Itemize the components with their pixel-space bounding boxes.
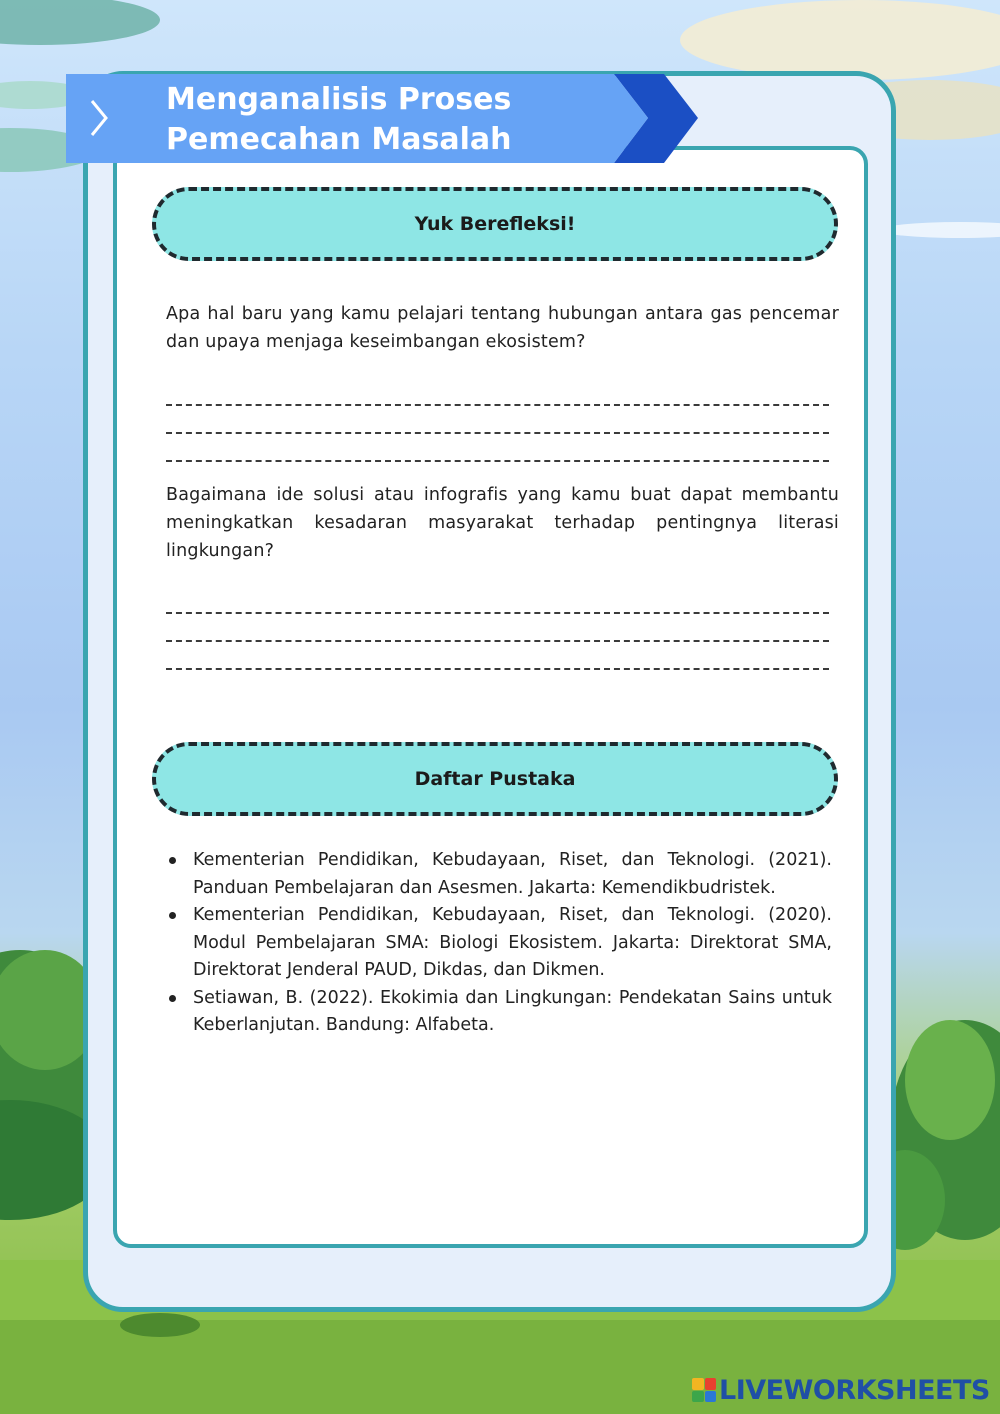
references-heading: Daftar Pustaka	[152, 742, 838, 816]
page-title	[166, 80, 606, 160]
liveworksheets-watermark	[692, 1373, 990, 1407]
page-title-line-1: Menganalisis Proses	[166, 82, 512, 117]
bullet-icon	[169, 857, 176, 864]
liveworksheets-logo-icon	[692, 1378, 716, 1402]
chevron-right-icon	[84, 95, 114, 141]
answer-line-2-3[interactable]	[166, 668, 829, 670]
reference-text: Kementerian Pendidikan, Kebudayaan, Riset, dan Teknologi. (2021). Panduan Pembelajaran dan Asesmen. Jakarta: Kemendikbudristek.	[193, 850, 832, 898]
page-title-line-2: Pemecahan Masalah	[166, 122, 512, 157]
reference-text: Setiawan, B. (2022). Ekokimia dan Lingkungan: Pendekatan Sains untuk Keberlanjutan. Bandung: Alfabeta.	[193, 987, 832, 1035]
reference-text: Kementerian Pendidikan, Kebudayaan, Riset, dan Teknologi. (2020). Modul Pembelajaran SMA: Biologi Ekosistem. Jakarta: Direktorat SMA, Direktorat Jenderal PAUD, Dikdas, dan Dikmen.	[193, 905, 832, 980]
reflection-question-2: Bagaimana ide solusi atau infografis yang kamu buat dapat membantu meningkatkan kesadaran masyarakat terhadap pentingnya literasi lingkungan?	[166, 485, 839, 561]
reflection-question-1: Apa hal baru yang kamu pelajari tentang hubungan antara gas pencemar dan upaya menjaga keseimbangan ekosistem?	[166, 304, 839, 352]
answer-line-1-2[interactable]	[166, 432, 829, 434]
liveworksheets-text: LIVEWORKSHEETS	[719, 1374, 990, 1406]
reflection-heading: Yuk Berefleksi!	[152, 187, 838, 261]
bullet-icon	[169, 912, 176, 919]
reference-item	[166, 985, 832, 1040]
answer-line-2-1[interactable]	[166, 612, 829, 614]
answer-line-1-3[interactable]	[166, 460, 829, 462]
reference-item	[166, 847, 832, 902]
reference-item	[166, 902, 832, 985]
answer-line-2-2[interactable]	[166, 640, 829, 642]
reference-list	[166, 847, 832, 1040]
answer-line-1-1[interactable]	[166, 404, 829, 406]
bullet-icon	[169, 995, 176, 1002]
